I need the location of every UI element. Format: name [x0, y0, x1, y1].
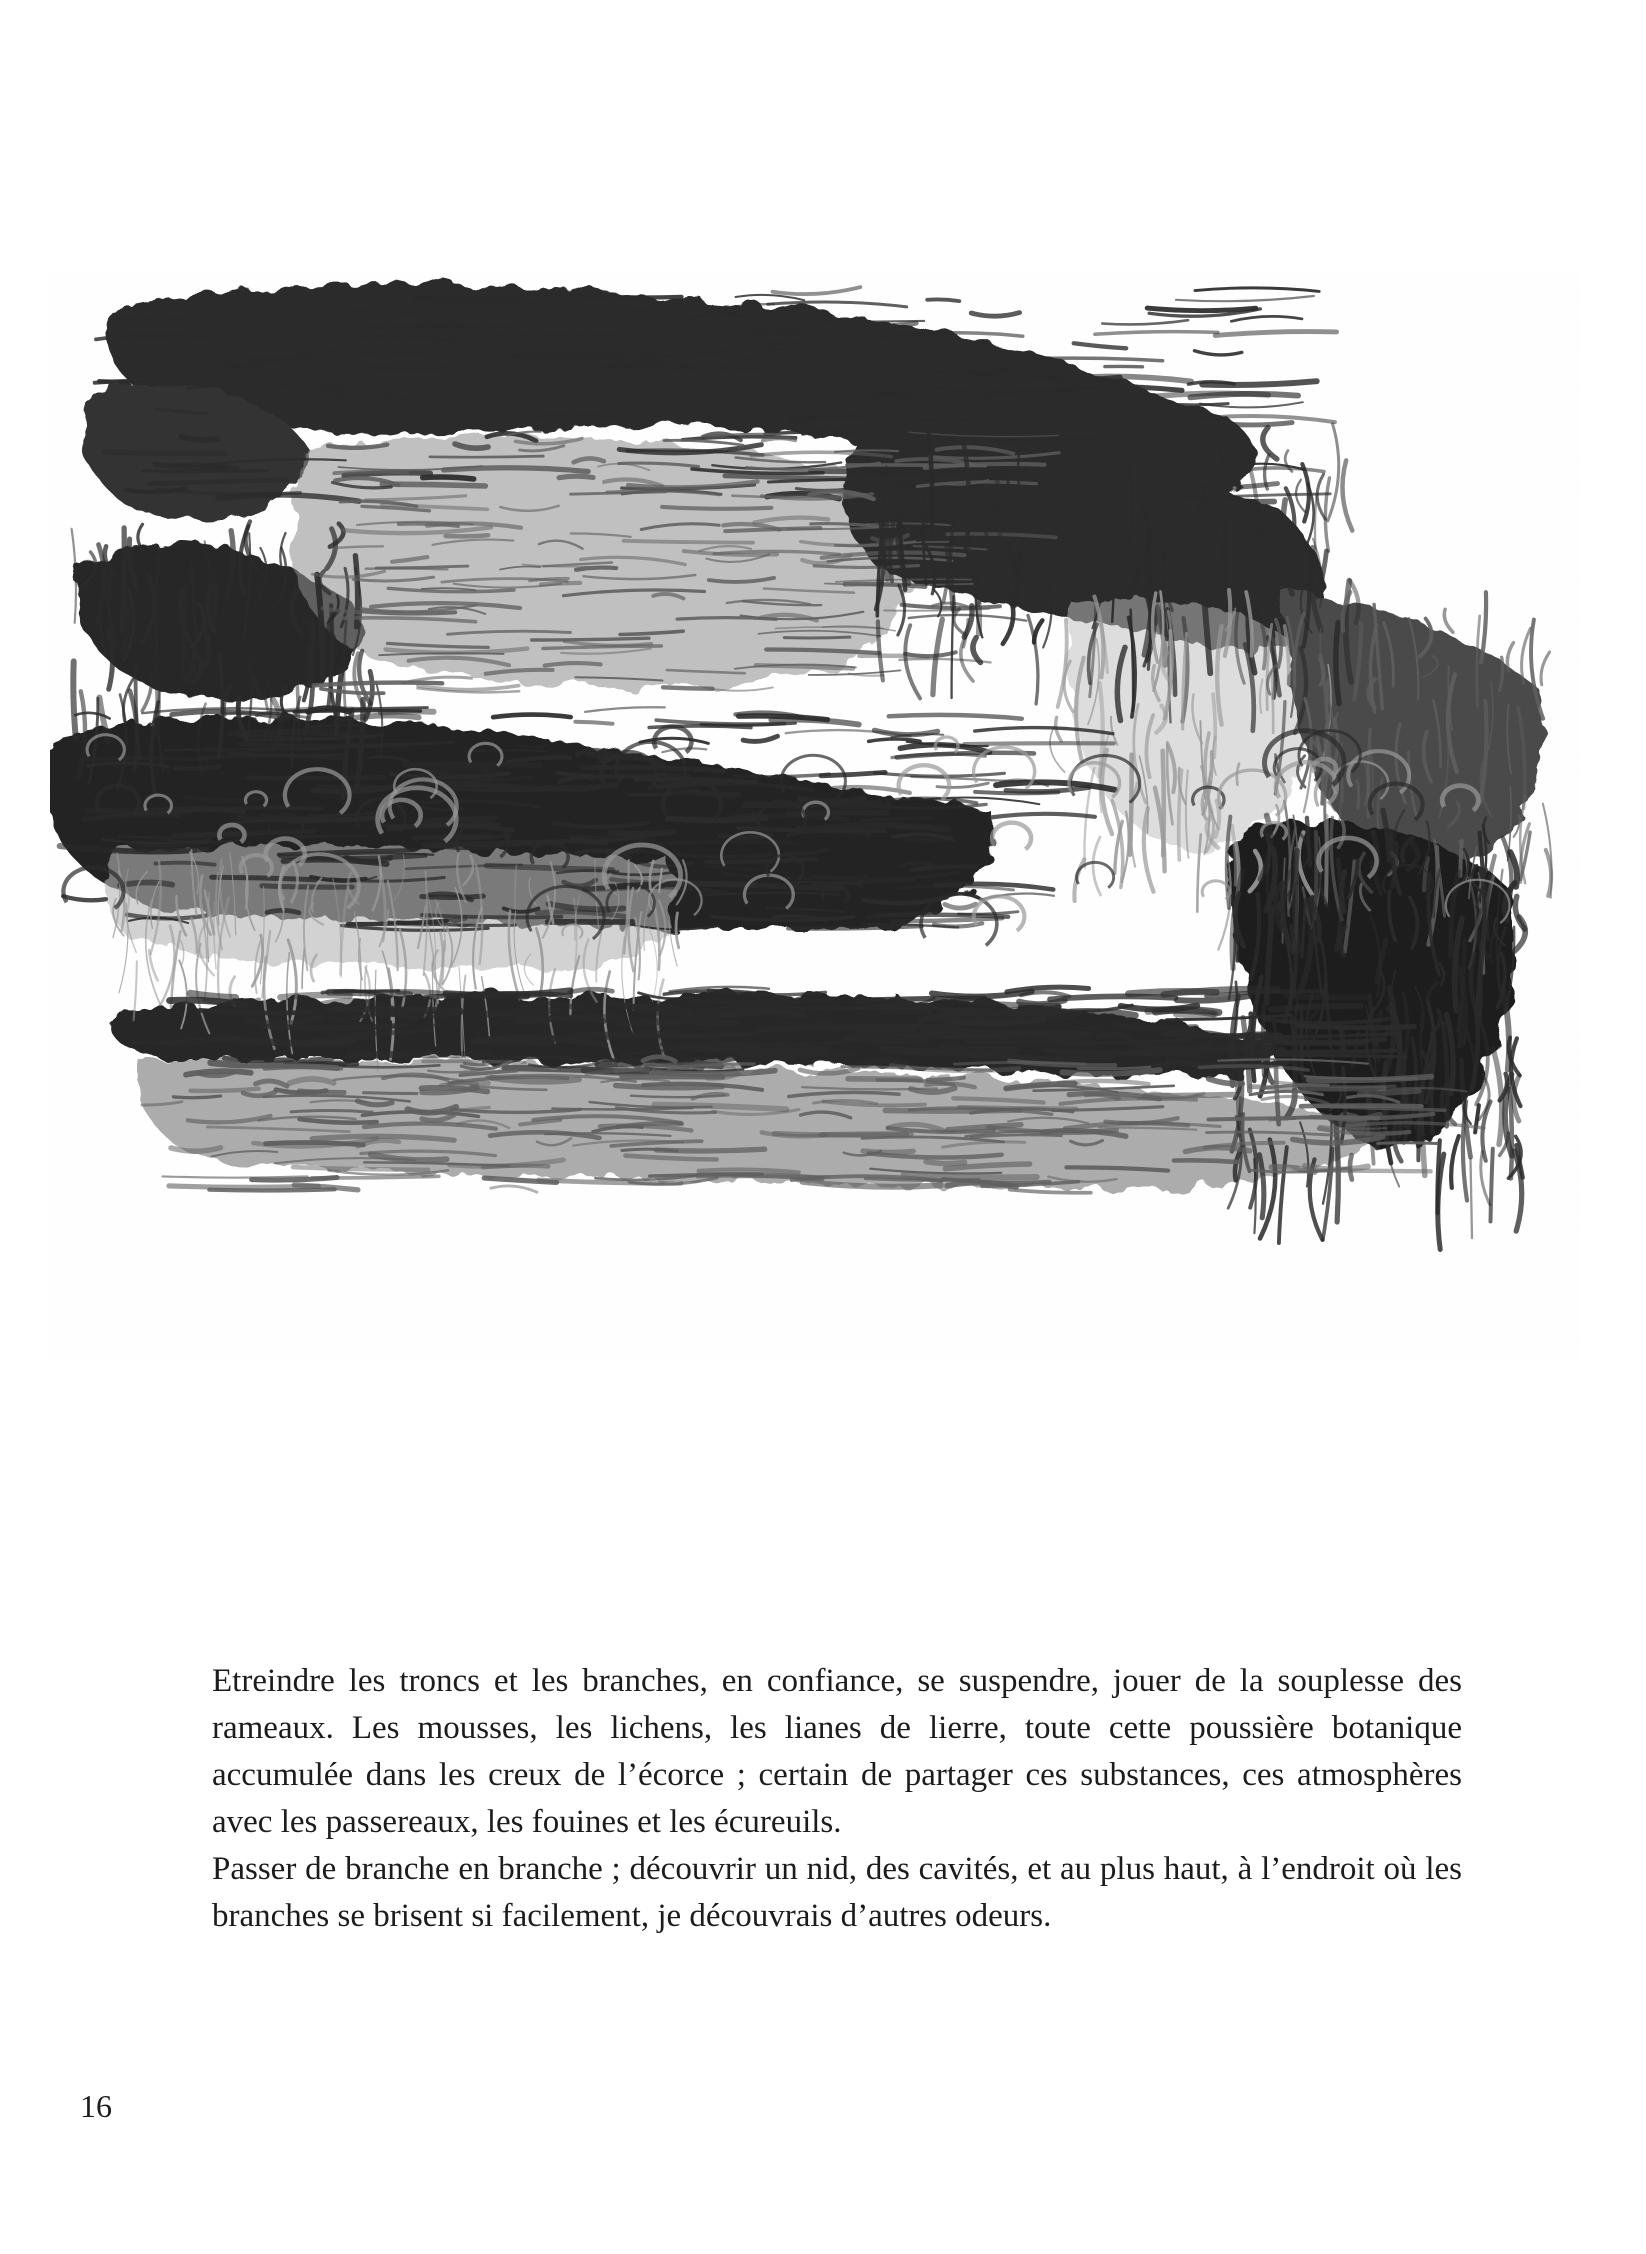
page-number: 16 [80, 2088, 112, 2124]
paragraph-2: Passer de branche en branche ; découvrir un nid, des cavités, et au plus haut, à l’endroit où les branches se brisent si facilement, je découvrais d’autres odeurs. [212, 1851, 1462, 1934]
paper-grain [50, 270, 1580, 1360]
charcoal-illustration [50, 270, 1580, 1360]
body-text [212, 1658, 1462, 1940]
charcoal-drawing-image [50, 270, 1580, 1360]
paragraph-1: Etreindre les troncs et les branches, en confiance, se suspendre, jouer de la souplesse des rameaux. Les mousses, les lichens, les lianes de lierre, toute cette poussière botanique accumulée dans les creux de l’écorce ; certain de partager ces substances, ces atmosphères avec les passereaux, les fouines et les écureuils. [212, 1663, 1462, 1840]
